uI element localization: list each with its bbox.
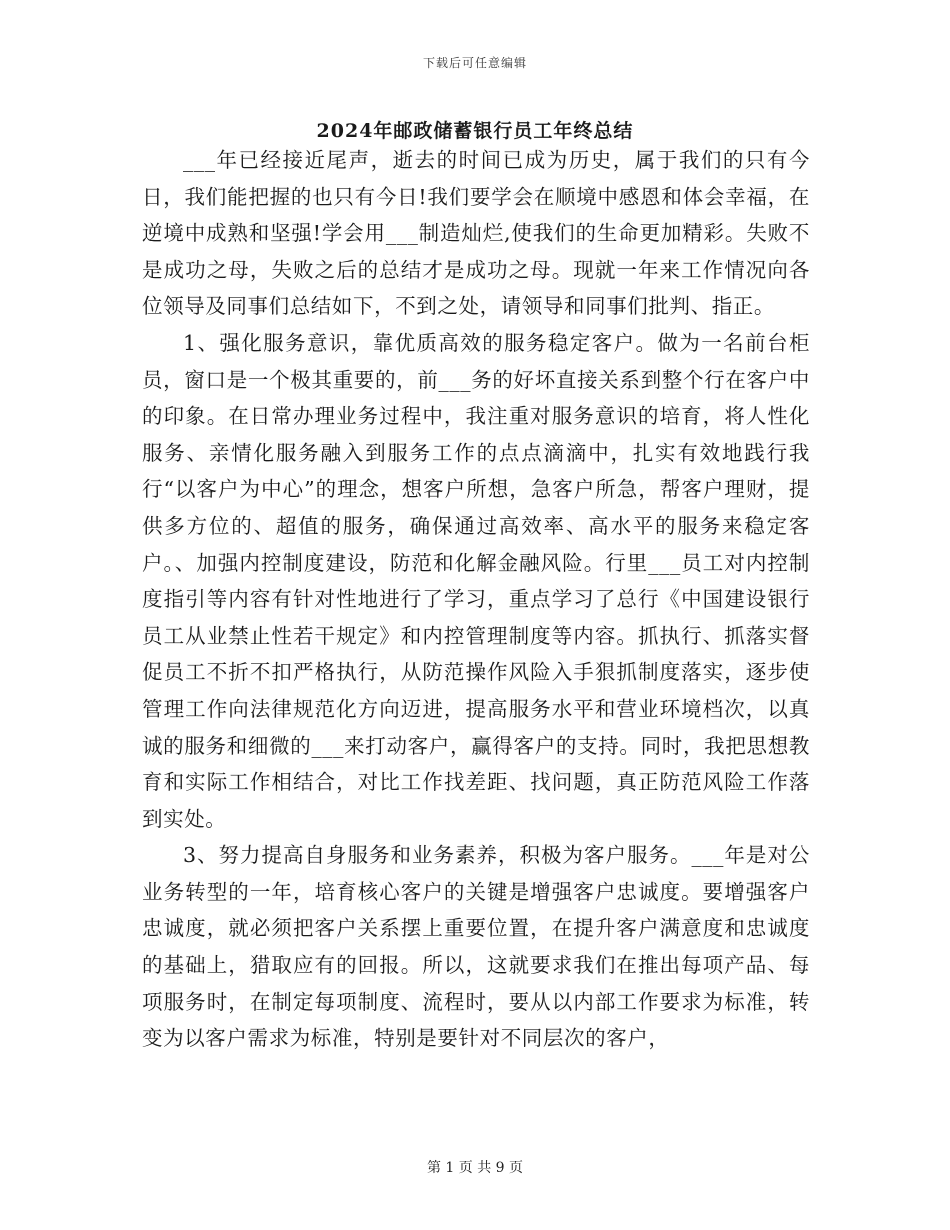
paragraph-service-awareness: 1、强化服务意识，靠优质高效的服务稳定客户。做为一名前台柜员，窗口是一个极其重要的，前___务的好坏直接关系到整个行在客户中的印象。在日常办理业务过程中，我注重对服务意识的培育，将人性化服务、亲情化服务融入到服务工作的点点滴滴中，扎实有效地践行我行“以客户为中心”的理念，想客户所想，急客户所急，帮客户理财，提供多方位的、超值的服务，确保通过高效率、高水平的服务来稳定客户。、加强内控制度建设，防范和化解金融风险。行里___员工对内控制度指引等内容有针对性地进行了学习，重点学习了总行《中国建设银行员工从业禁止性若干规定》和内控管理制度等内容。抓执行、抓落实督促员工不折不扣严格执行，从防范操作风险入手狠抓制度落实，逐步使管理工作向法律规范化方向迈进，提高服务水平和营业环境档次，以真诚的服务和细微的___来打动客户，赢得客户的支持。同时，我把思想教育和实际工作相结合，对比工作找差距、找问题，真正防范风险工作落到实处。 (142, 330, 810, 831)
paragraph-intro: ___年已经接近尾声，逝去的时间已成为历史，属于我们的只有今日，我们能把握的也只有今日!我们要学会在顺境中感恩和体会幸福，在逆境中成熟和坚强!学会用___制造灿烂,使我们的生命更加精彩。失败不是成功之母，失败之后的总结才是成功之母。现就一年来工作情况向各位领导及同事们总结如下，不到之处，请领导和同事们批判、指正。 (142, 148, 810, 319)
page-header-note: 下载后可任意编辑 (422, 56, 527, 70)
document-title: 2024年邮政储蓄银行员工年终总结 (316, 120, 634, 142)
page-number-footer: 第 1 页 共 9 页 (426, 1160, 524, 1176)
paragraph-professional-quality: 3、努力提高自身服务和业务素养，积极为客户服务。___年是对公业务转型的一年，培育核心客户的关键是增强客户忠诚度。要增强客户忠诚度，就必须把客户关系摆上重要位置，在提升客户满意度和忠诚度的基础上，猎取应有的回报。所以，这就要求我们在推出每项产品、每项服务时，在制定每项制度、流程时，要从以内部工作要求为标准，转变为以客户需求为标准，特别是要针对不同层次的客户， (142, 843, 810, 1051)
document-body (142, 142, 810, 1057)
